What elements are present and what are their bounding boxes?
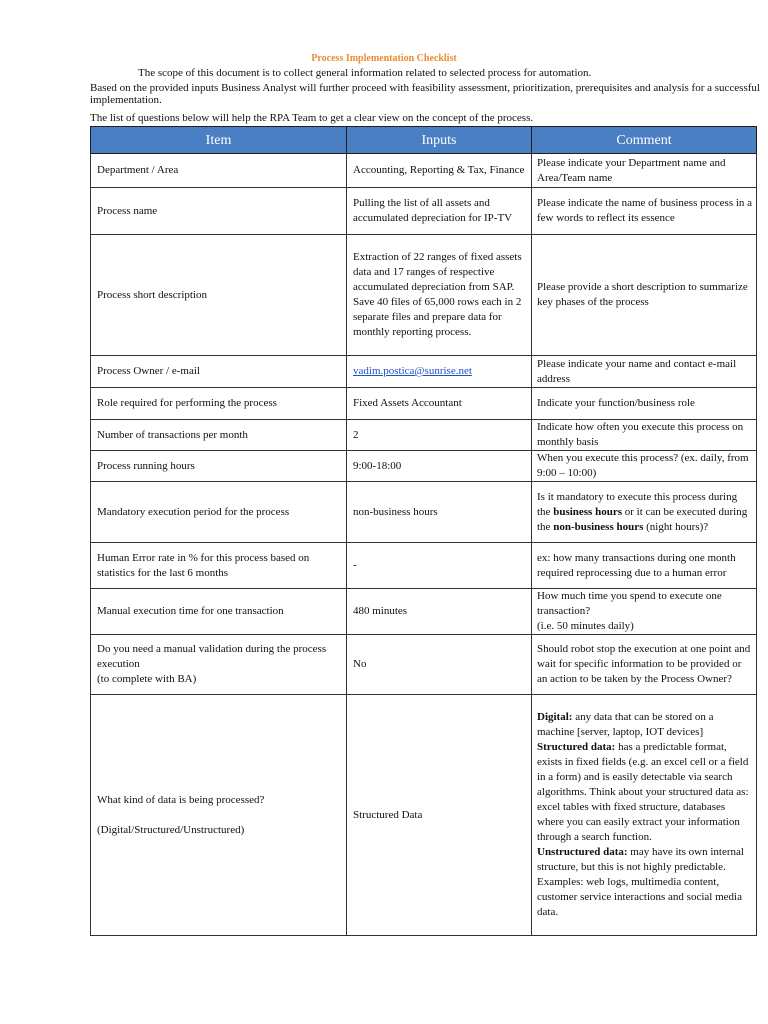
input-cell: Extraction of 22 ranges of fixed assets data and 17 ranges of respective accumulated depreciation from SAP. Save 40 files of 65,000 rows each in 2 separate files and prepare data for monthly reporting process. xyxy=(347,235,532,356)
header-inputs: Inputs xyxy=(347,127,532,154)
table-row-transactions xyxy=(91,420,757,451)
input-cell: 2 xyxy=(347,420,532,451)
input-cell: 9:00-18:00 xyxy=(347,451,532,482)
item-text: (to complete with BA) xyxy=(97,673,197,685)
unstructured-label: Unstructured data: xyxy=(537,846,628,858)
item-cell: Process Owner / e-mail xyxy=(91,356,347,388)
owner-email-link[interactable]: vadim.postica@sunrise.net xyxy=(353,365,472,377)
item-cell xyxy=(91,695,347,936)
table-row-department xyxy=(91,154,757,188)
item-cell: Role required for performing the process xyxy=(91,388,347,420)
structured-label: Structured data: xyxy=(537,741,616,753)
input-cell: non-business hours xyxy=(347,482,532,543)
comment-cell: Please indicate your Department name and Area/Team name xyxy=(532,154,757,188)
unstructured-text: may have its own internal structure, but this is not highly predictable. Examples: web logs, multimedia content, customer service interactions and social media data. xyxy=(537,846,744,918)
input-cell: Structured Data xyxy=(347,695,532,936)
input-cell: - xyxy=(347,543,532,589)
item-text: Do you need a manual validation during the process execution xyxy=(97,643,327,670)
table-row-human-error xyxy=(91,543,757,589)
table-row-manual-time xyxy=(91,589,757,635)
comment-text: (night hours)? xyxy=(643,520,709,533)
comment-cell: Please indicate the name of business process in a few words to reflect its essence xyxy=(532,188,757,235)
digital-label: Digital: xyxy=(537,711,573,723)
document-title: Process Implementation Checklist xyxy=(311,53,457,64)
header-item: Item xyxy=(91,127,347,154)
item-text: (Digital/Structured/Unstructured) xyxy=(97,823,245,836)
input-cell: 480 minutes xyxy=(347,589,532,635)
comment-cell xyxy=(532,482,757,543)
comment-text: Is it mandatory to execute this process during the xyxy=(537,490,738,518)
comment-cell: Please indicate your name and contact e-mail address xyxy=(532,356,757,388)
item-text: What kind of data is being processed? xyxy=(97,793,265,806)
comment-cell: Indicate how often you execute this process on monthly basis xyxy=(532,420,757,451)
table-header-row xyxy=(91,127,757,154)
comment-text: How much time you spend to execute one transaction? xyxy=(537,590,722,617)
input-cell: Pulling the list of all assets and accumulated depreciation for IP-TV xyxy=(347,188,532,235)
item-cell: Manual execution time for one transaction xyxy=(91,589,347,635)
table-row-process-owner xyxy=(91,356,757,388)
table-row-manual-validation xyxy=(91,635,757,695)
item-cell: Process running hours xyxy=(91,451,347,482)
item-cell: Mandatory execution period for the process xyxy=(91,482,347,543)
comment-cell: When you execute this process? (ex. daily, from 9:00 – 10:00) xyxy=(532,451,757,482)
comment-cell: ex: how many transactions during one month required reprocessing due to a human error xyxy=(532,543,757,589)
input-cell: No xyxy=(347,635,532,695)
input-cell xyxy=(347,356,532,388)
comment-cell: Should robot stop the execution at one point and wait for specific information to be provided or an action to be taken by the Process Owner? xyxy=(532,635,757,695)
intro-paragraph-scope: The scope of this document is to collect general information related to selected process for automation. xyxy=(138,67,592,79)
comment-bold-non-business-hours: non-business hours xyxy=(553,520,644,533)
intro-paragraph-inputs: Based on the provided inputs Business Analyst will further proceed with feasibility assessment, prioritization, prerequisites and analysis for a successful implementation. xyxy=(90,82,760,107)
header-comment: Comment xyxy=(532,127,757,154)
table-row-process-name xyxy=(91,188,757,235)
intro-paragraph-questions: The list of questions below will help the RPA Team to get a clear view on the concept of the process. xyxy=(90,112,534,124)
item-cell xyxy=(91,635,347,695)
table-row-role xyxy=(91,388,757,420)
digital-text: any data that can be stored on a machine [server, laptop, IOT devices] xyxy=(537,711,714,738)
comment-cell xyxy=(532,589,757,635)
structured-text: has a predictable format, exists in fixed fields (e.g. an excel cell or a field in a form) and is easily detectable via search algorithms. Think about your structured data as: excel tables with fixed structure, databases where you can easily extract your information through a search function. xyxy=(537,741,749,843)
comment-text: (i.e. 50 minutes daily) xyxy=(537,620,634,632)
checklist-table xyxy=(90,126,757,936)
item-cell: Number of transactions per month xyxy=(91,420,347,451)
comment-text: or it can be executed during the xyxy=(537,505,748,533)
table-row-data-kind xyxy=(91,695,757,936)
item-cell: Process short description xyxy=(91,235,347,356)
comment-cell: Please provide a short description to summarize key phases of the process xyxy=(532,235,757,356)
comment-cell: Indicate your function/business role xyxy=(532,388,757,420)
table-row-mandatory-period xyxy=(91,482,757,543)
table-row-running-hours xyxy=(91,451,757,482)
comment-bold-business-hours: business hours xyxy=(553,505,622,518)
comment-cell xyxy=(532,695,757,936)
input-cell: Accounting, Reporting & Tax, Finance xyxy=(347,154,532,188)
input-cell: Fixed Assets Accountant xyxy=(347,388,532,420)
item-cell: Department / Area xyxy=(91,154,347,188)
item-cell: Human Error rate in % for this process based on statistics for the last 6 months xyxy=(91,543,347,589)
table-row-short-description xyxy=(91,235,757,356)
item-cell: Process name xyxy=(91,188,347,235)
